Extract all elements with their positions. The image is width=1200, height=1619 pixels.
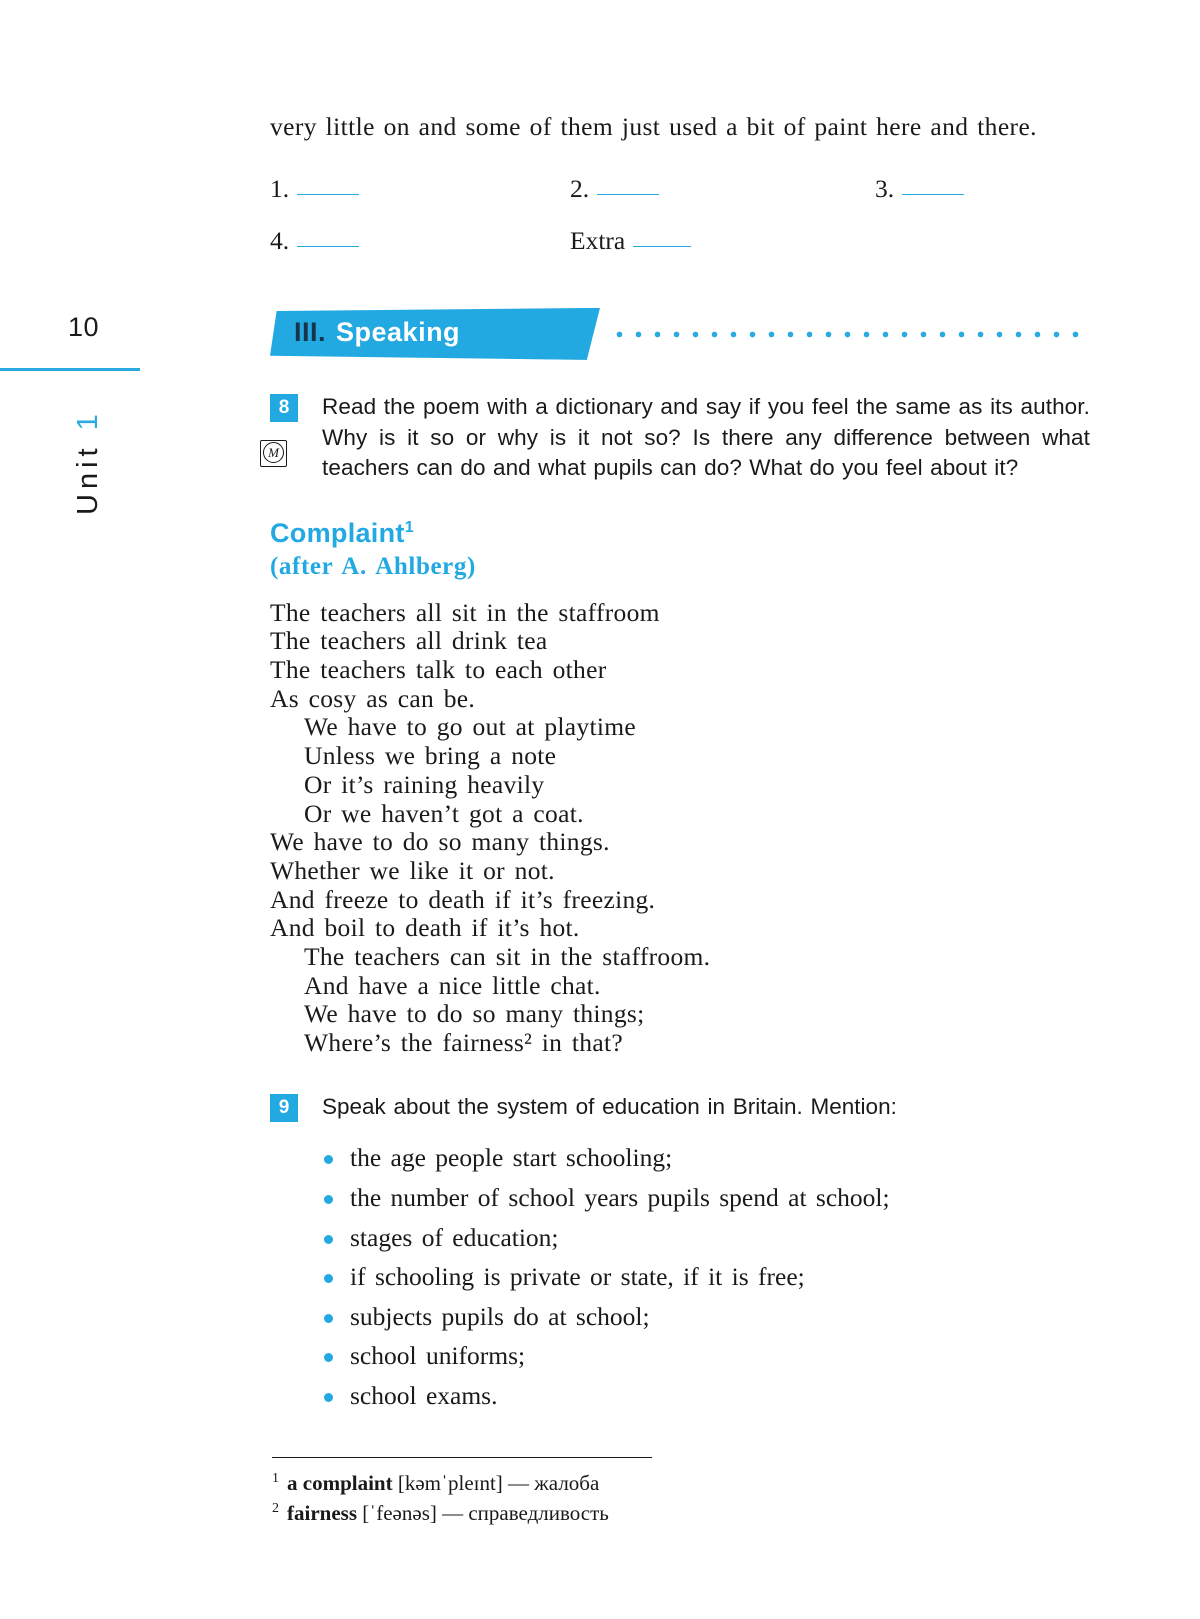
list-item: the number of school years pupils spend at school; [322, 1182, 1090, 1215]
poem-line: And have a nice little chat. [304, 970, 601, 1000]
poem-line: The teachers all sit in the staffroom [270, 597, 660, 627]
memorize-icon [260, 440, 287, 467]
answer-slot-1-label: 1. [270, 173, 290, 203]
unit-marker [42, 390, 162, 530]
answer-slot-3-label: 3. [875, 173, 895, 203]
footnote-2-rest: [ˈfeənəs] — справедливость [357, 1501, 609, 1526]
list-item: school uniforms; [322, 1340, 1090, 1373]
answer-slot-2-label: 2. [570, 173, 590, 203]
footnote-1 [272, 1468, 1090, 1498]
answer-slots-row [270, 174, 1090, 220]
poem-line: Or we haven’t got a coat. [304, 798, 584, 828]
answer-slot-3[interactable] [875, 174, 964, 204]
list-item: the age people start schooling; [322, 1142, 1090, 1175]
answer-slot-2-blank[interactable] [597, 174, 659, 195]
answer-slot-4-label: 4. [270, 225, 290, 255]
banner-dotted-rule [610, 331, 1090, 338]
poem-line: And boil to death if it’s hot. [270, 913, 580, 943]
exercise-9-bullet-list [270, 1142, 1090, 1412]
answer-slot-2[interactable] [570, 174, 659, 204]
footnote-1-term: a complaint [287, 1471, 393, 1496]
answer-slot-extra-blank[interactable] [633, 226, 691, 247]
answer-slot-1-blank[interactable] [297, 174, 359, 195]
answer-slot-3-blank[interactable] [902, 174, 964, 195]
answer-slot-extra[interactable] [570, 226, 691, 256]
poem-body [270, 599, 1090, 1058]
exercise-9-text: Speak about the system of education in Britain. Mention: [322, 1093, 897, 1119]
exercise-8 [270, 392, 1090, 484]
footnote-2 [272, 1498, 1090, 1528]
list-item: school exams. [322, 1380, 1090, 1413]
poem-line: Whether we like it or not. [270, 855, 555, 885]
banner-title: Speaking [336, 316, 461, 347]
poem-line: The teachers all drink tea [270, 626, 548, 656]
poem-title [270, 518, 1090, 549]
continued-paragraph: very little on and some of them just used a bit of paint here and there. [270, 112, 1037, 141]
poem-title-text: Complaint [270, 517, 405, 548]
poem-line: We have to do so many things. [270, 827, 610, 857]
answer-slot-4[interactable] [270, 226, 359, 256]
answer-slot-4-blank[interactable] [297, 226, 359, 247]
poem-line: We have to do so many things; [304, 999, 645, 1029]
banner-numeral: III. [294, 316, 327, 347]
footnote-1-marker: 1 [272, 1471, 279, 1487]
poem-line: Unless we bring a note [304, 741, 557, 771]
unit-number: 1 [72, 414, 104, 431]
footnote-2-marker: 2 [272, 1501, 279, 1517]
poem-line: Where’s the fairness² in that? [304, 1028, 623, 1057]
unit-label: Unit [72, 443, 104, 515]
poem-line: Or it’s raining heavily [304, 769, 545, 799]
exercise-8-text: Read the poem with a dictionary and say if you feel the same as its author. Why is it so or why is it not so? Is there any difference between what teachers can do and what pupils can do? What do you feel about it? [322, 393, 1090, 481]
poem-subtitle: (after A. Ahlberg) [270, 552, 476, 580]
poem-title-footnote-marker: 1 [404, 518, 414, 536]
page-content [270, 110, 1090, 1529]
answer-slots-row-2 [270, 226, 1090, 272]
poem-line: As cosy as can be. [270, 683, 476, 713]
answer-slot-extra-label: Extra [570, 225, 626, 255]
footnotes [270, 1457, 1090, 1529]
answer-slot-1[interactable] [270, 174, 359, 204]
poem-line: The teachers can sit in the staffroom. [304, 941, 711, 971]
exercise-9-number: 9 [270, 1094, 298, 1122]
footnote-2-term: fairness [287, 1501, 357, 1526]
poem-line: We have to go out at playtime [304, 712, 636, 742]
page-number: 10 [68, 312, 100, 342]
poem-line: The teachers talk to each other [270, 655, 607, 685]
list-item: if schooling is private or state, if it is free; [322, 1261, 1090, 1294]
exercise-8-number: 8 [270, 394, 298, 422]
list-item: stages of education; [322, 1222, 1090, 1255]
section-banner [270, 308, 1090, 366]
memorize-icon-letter: M [263, 442, 284, 463]
footnote-1-rest: [kəmˈpleɪnt] — жалоба [392, 1471, 600, 1496]
footnote-divider [272, 1457, 652, 1458]
list-item: subjects pupils do at school; [322, 1301, 1090, 1334]
banner-label [294, 317, 460, 348]
poem-line: And freeze to death if it’s freezing. [270, 884, 656, 914]
exercise-9 [270, 1092, 1090, 1123]
rail-divider [0, 368, 140, 371]
